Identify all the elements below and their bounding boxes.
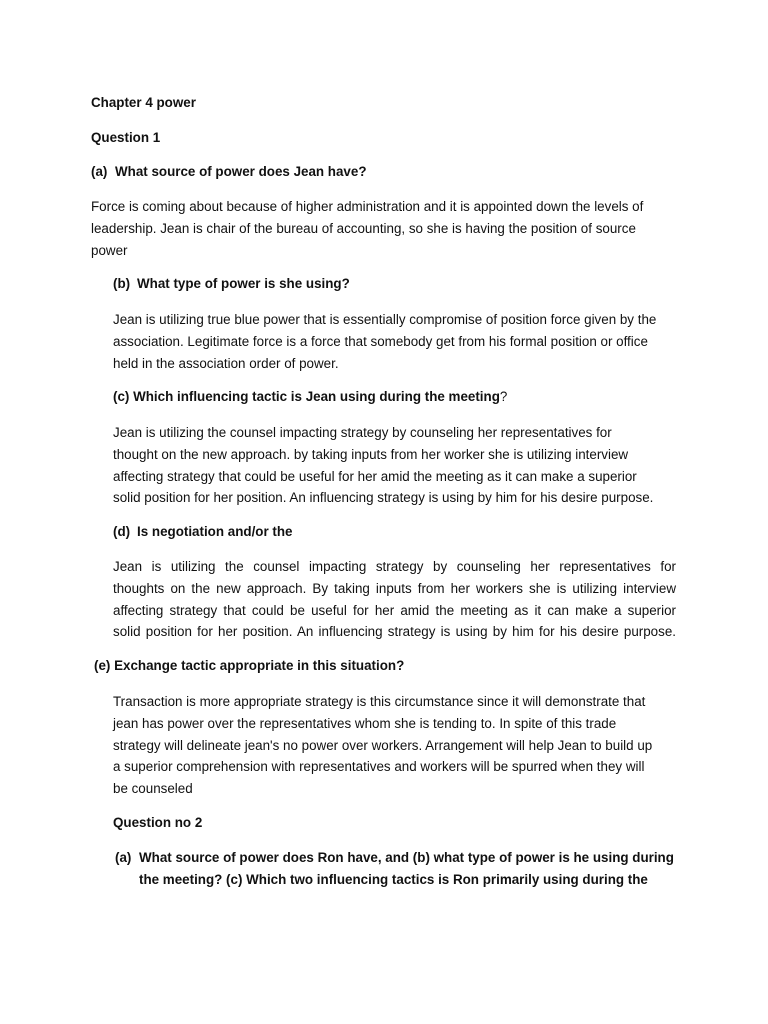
- answer-1e: [113, 691, 676, 800]
- question-1d-text: Is negotiation and/or the: [137, 524, 293, 539]
- answer-1e-line: jean has power over the representatives whom she is tending to. In spite of this trade: [113, 715, 617, 731]
- question-1a-marker: (a): [91, 164, 108, 179]
- question-2a-line: What source of power does Ron have, and (b) what type of power is he using during: [139, 850, 674, 865]
- question-1c-text: (c) Which influencing tactic is Jean using during the meeting: [113, 389, 500, 404]
- question-1b: [113, 273, 350, 295]
- answer-1a-line: leadership. Jean is chair of the bureau of accounting, so she is having the position of source: [91, 220, 636, 236]
- answer-1e-line: strategy will delineate jean's no power over workers. Arrangement will help Jean to build up: [113, 737, 653, 753]
- question-1c: [113, 386, 507, 408]
- question-1-title: Question 1: [91, 130, 161, 145]
- question-1d-marker: (d): [113, 524, 131, 539]
- answer-1d: [113, 556, 676, 643]
- answer-1b-line: association. Legitimate force is a force that somebody get from his formal position or office: [113, 333, 648, 349]
- answer-1e-line: a superior comprehension with representatives and workers will be spurred when they will: [113, 759, 645, 775]
- question-1b-marker: (b): [113, 276, 131, 291]
- answer-1a-line: power: [91, 242, 128, 258]
- answer-1e-line: be counseled: [113, 781, 193, 797]
- answer-1d-line: affecting strategy that could be useful for her amid the meeting as it can make a superior: [113, 602, 676, 618]
- question-1e: (e) Exchange tactic appropriate in this situation?: [94, 658, 405, 673]
- question-2a: [115, 847, 674, 869]
- question-2a-continuation: the meeting? (c) Which two influencing tactics is Ron primarily using during the: [139, 872, 648, 887]
- question-1d: [113, 521, 292, 543]
- answer-1d-line: solid position for her position. An influencing strategy is using by him for his desire purpose.: [113, 624, 676, 640]
- answer-1b-line: held in the association order of power.: [113, 355, 339, 371]
- question-1c-tail: ?: [499, 389, 508, 404]
- answer-1c-line: thought on the new approach. by taking inputs from her worker she is utilizing interview: [113, 446, 629, 462]
- answer-1a: [91, 196, 663, 261]
- answer-1d-line: Jean is utilizing the counsel impacting strategy by counseling her representatives for: [113, 559, 676, 574]
- question-1b-text: What type of power is she using?: [137, 276, 350, 291]
- answer-1c-line: affecting strategy that could be useful for her amid the meeting as it can make a superior: [113, 468, 637, 484]
- answer-1b-line: Jean is utilizing true blue power that is essentially compromise of position force given by the: [113, 312, 657, 327]
- answer-1e-line: Transaction is more appropriate strategy is this circumstance since it will demonstrate that: [113, 694, 646, 709]
- answer-1c-line: solid position for her position. An influencing strategy is using by him for his desire purpose.: [113, 490, 654, 506]
- question-2-title: Question no 2: [113, 815, 203, 830]
- answer-1c-line: Jean is utilizing the counsel impacting strategy by counseling her representatives for: [113, 425, 612, 440]
- question-1a: [91, 161, 367, 183]
- chapter-title: Chapter 4 power: [91, 95, 196, 110]
- question-1a-text: What source of power does Jean have?: [115, 164, 367, 179]
- answer-1c: [113, 422, 676, 509]
- answer-1a-line: Force is coming about because of higher administration and it is appointed down the levels of: [91, 199, 644, 214]
- question-2a-marker: (a): [115, 850, 132, 865]
- answer-1d-line: thoughts on the new approach. By taking inputs from her workers she is utilizing interview: [113, 580, 676, 596]
- answer-1b: [113, 309, 676, 374]
